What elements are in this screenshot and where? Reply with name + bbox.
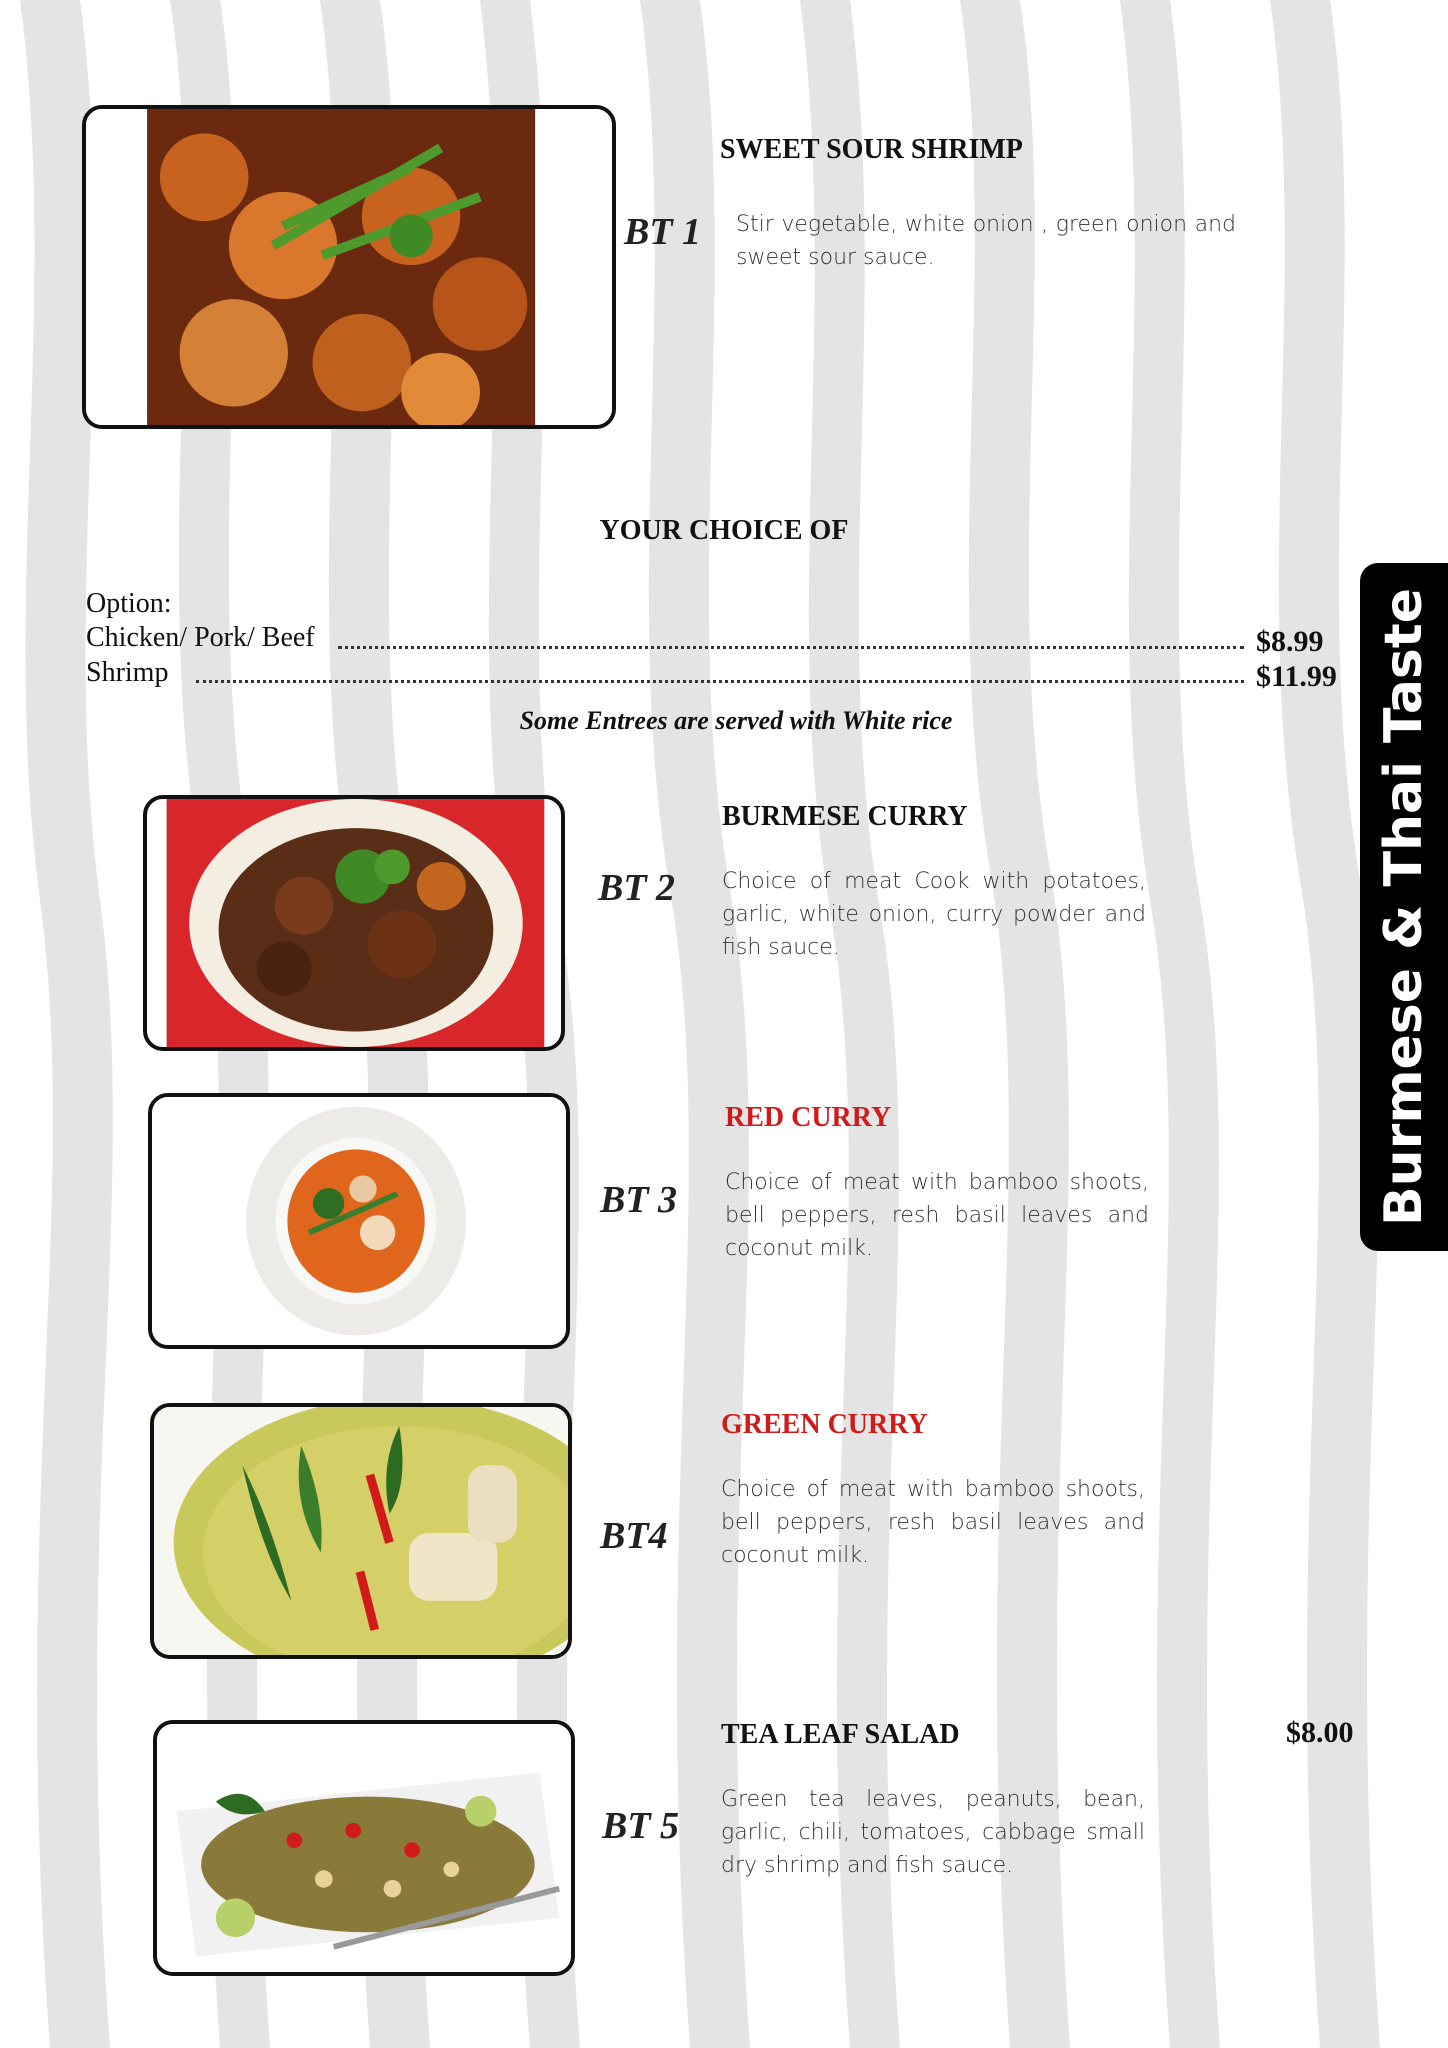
- burmese-curry-photo: [143, 795, 565, 1051]
- dot-leader: [196, 680, 1244, 683]
- item-title: SWEET SOUR SHRIMP: [720, 134, 1023, 165]
- item-description: Choice of meat with bamboo shoots, bell peppers, resh basil leaves and coconut milk.: [721, 1477, 1145, 1568]
- option-price: $8.99: [1256, 625, 1324, 658]
- option-name: Shrimp: [86, 657, 169, 688]
- item-code: BT 3: [600, 1179, 678, 1221]
- green-curry-photo: [150, 1403, 572, 1659]
- side-tab-label: Burmese & Thai Taste: [1374, 588, 1434, 1226]
- option-name: Chicken/ Pork/ Beef: [86, 622, 315, 653]
- item-code: BT 2: [598, 867, 676, 909]
- item-title: RED CURRY: [725, 1102, 892, 1133]
- item-description: Choice of meat with bamboo shoots, bell peppers, resh basil leaves and coconut milk.: [725, 1170, 1149, 1261]
- choice-heading: YOUR CHOICE OF: [599, 515, 849, 546]
- dot-leader: [338, 646, 1244, 649]
- item-code: BT4: [600, 1515, 668, 1557]
- item-description: Green tea leaves, peanuts, bean, garlic, chili, tomatoes, cabbage small dry shrimp and fish sauce.: [721, 1787, 1145, 1878]
- item-title: TEA LEAF SALAD: [721, 1719, 960, 1750]
- red-curry-photo: [148, 1093, 570, 1349]
- sweet-sour-shrimp-photo: [82, 105, 616, 429]
- rice-note: Some Entrees are served with White rice: [519, 706, 953, 735]
- item-description: Stir vegetable, white onion , green onion and sweet sour sauce.: [736, 212, 1236, 270]
- item-code: BT 1: [624, 211, 702, 253]
- item-title: BURMESE CURRY: [722, 801, 968, 832]
- item-price: $8.00: [1286, 1716, 1354, 1749]
- option-label: Option:: [86, 588, 172, 619]
- item-description: Choice of meat Cook with potatoes, garlic, white onion, curry powder and fish sauce.: [722, 869, 1146, 960]
- option-price: $11.99: [1256, 660, 1337, 693]
- item-code: BT 5: [602, 1805, 680, 1847]
- item-title: GREEN CURRY: [721, 1409, 928, 1440]
- tea-leaf-salad-photo: [153, 1720, 575, 1976]
- side-tab: [1360, 563, 1448, 1251]
